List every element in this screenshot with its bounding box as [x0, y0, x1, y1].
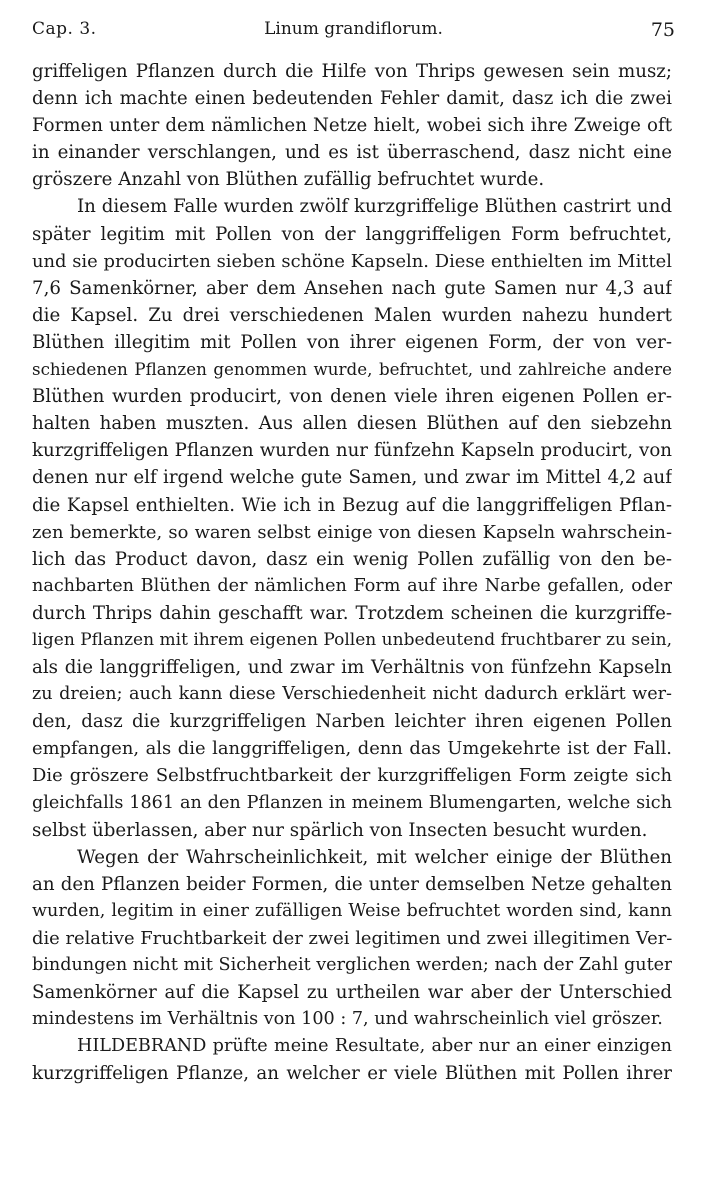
text-line: kurzgriffeligen Pflanze, an welcher er viele Blüthen mit Pollen ihrer: [32, 1063, 672, 1085]
text-line: nachbarten Blüthen der nämlichen Form auf ihre Narbe gefallen, oder: [32, 575, 672, 596]
text-line: wurden, legitim in einer zufälligen Weise befruchtet worden sind, kann: [32, 900, 672, 921]
running-head: [32, 19, 675, 45]
text-line: in einander verschlangen, und es ist überraschend, dasz nicht eine: [32, 142, 672, 164]
text-line: selbst überlassen, aber nur spärlich von Insecten besucht wurden.: [32, 819, 648, 841]
text-line: kurzgriffeligen Pflanzen wurden nur fünfzehn Kapseln producirt, von: [32, 440, 672, 462]
text-line: Formen unter dem nämlichen Netze hielt, wobei sich ihre Zweige oft: [32, 115, 672, 137]
text-line: griffeligen Pflanzen durch die Hilfe von Thrips gewesen sein musz;: [32, 61, 672, 82]
running-title: Linum grandiflorum.: [264, 19, 443, 39]
text-line: Blüthen wurden producirt, von denen viele ihren eigenen Pollen er-: [32, 386, 672, 408]
text-line: In diesem Falle wurden zwölf kurzgriffelige Blüthen castrirt und: [77, 196, 672, 218]
text-line: den, dasz die kurzgriffeligen Narben leichter ihren eigenen Pollen: [32, 711, 672, 733]
text-line: HILDEBRAND prüfte meine Resultate, aber nur an einer einzigen: [77, 1036, 672, 1057]
text-line: an den Pflanzen beider Formen, die unter demselben Netze gehalten: [32, 873, 672, 895]
text-line: ligen Pflanzen mit ihrem eigenen Pollen unbedeutend fruchtbarer zu sein,: [32, 629, 672, 650]
text-line: durch Thrips dahin geschafft war. Trotzdem scheinen die kurzgriffe-: [32, 602, 672, 624]
text-line: mindestens im Verhältnis von 100 : 7, und wahrscheinlich viel gröszer.: [32, 1009, 663, 1030]
text-line: Die gröszere Selbstfruchtbarkeit der kurzgriffeligen Form zeigte sich: [32, 765, 672, 787]
page-number: 75: [650, 19, 675, 41]
chapter-label: Cap. 3.: [32, 19, 97, 39]
text-line: lich das Product davon, dasz ein wenig Pollen zufällig von den be-: [32, 548, 672, 570]
text-line: die Kapsel enthielten. Wie ich in Bezug auf die langgriffeligen Pflan-: [32, 494, 672, 516]
text-line: später legitim mit Pollen von der langgriffeligen Form befruchtet,: [32, 223, 672, 245]
text-line: schiedenen Pflanzen genommen wurde, befruchtet, und zahlreiche andere: [32, 359, 672, 380]
text-line: als die langgriffeligen, und zwar im Verhältnis von fünfzehn Kapseln: [32, 657, 672, 679]
text-line: Wegen der Wahrscheinlichkeit, mit welcher einige der Blüthen: [77, 846, 672, 868]
text-line: gröszere Anzahl von Blüthen zufällig befruchtet wurde.: [32, 169, 545, 191]
text-line: halten haben muszten. Aus allen diesen Blüthen auf den siebzehn: [32, 413, 672, 435]
text-line: gleichfalls 1861 an den Pflanzen in meinem Blumengarten, welche sich: [32, 792, 672, 813]
text-line: zen bemerkte, so waren selbst einige von diesen Kapseln wahrschein-: [32, 521, 672, 543]
text-line: die relative Fruchtbarkeit der zwei legitimen und zwei illegitimen Ver-: [32, 928, 672, 949]
text-line: die Kapsel. Zu drei verschiedenen Malen wurden nahezu hundert: [32, 304, 672, 326]
text-line: Samenkörner auf die Kapsel zu urtheilen war aber der Unterschied: [32, 982, 672, 1004]
text-line: Blüthen illegitim mit Pollen von ihrer eigenen Form, der von ver-: [32, 331, 672, 353]
text-line: 7,6 Samenkörner, aber dem Ansehen nach gute Samen nur 4,3 auf: [32, 277, 672, 299]
text-line: denn ich machte einen bedeutenden Fehler damit, dasz ich die zwei: [32, 88, 672, 110]
text-line: empfangen, als die langgriffeligen, denn das Umgekehrte ist der Fall.: [32, 738, 672, 760]
text-line: denen nur elf irgend welche gute Samen, und zwar im Mittel 4,2 auf: [32, 467, 672, 489]
text-line: und sie producirten sieben schöne Kapseln. Diese enthielten im Mittel: [32, 250, 672, 272]
text-line: bindungen nicht mit Sicherheit verglichen werden; nach der Zahl guter: [32, 955, 672, 976]
body-text: [32, 58, 672, 1088]
text-line: zu dreien; auch kann diese Verschiedenheit nicht dadurch erklärt wer-: [32, 684, 672, 705]
